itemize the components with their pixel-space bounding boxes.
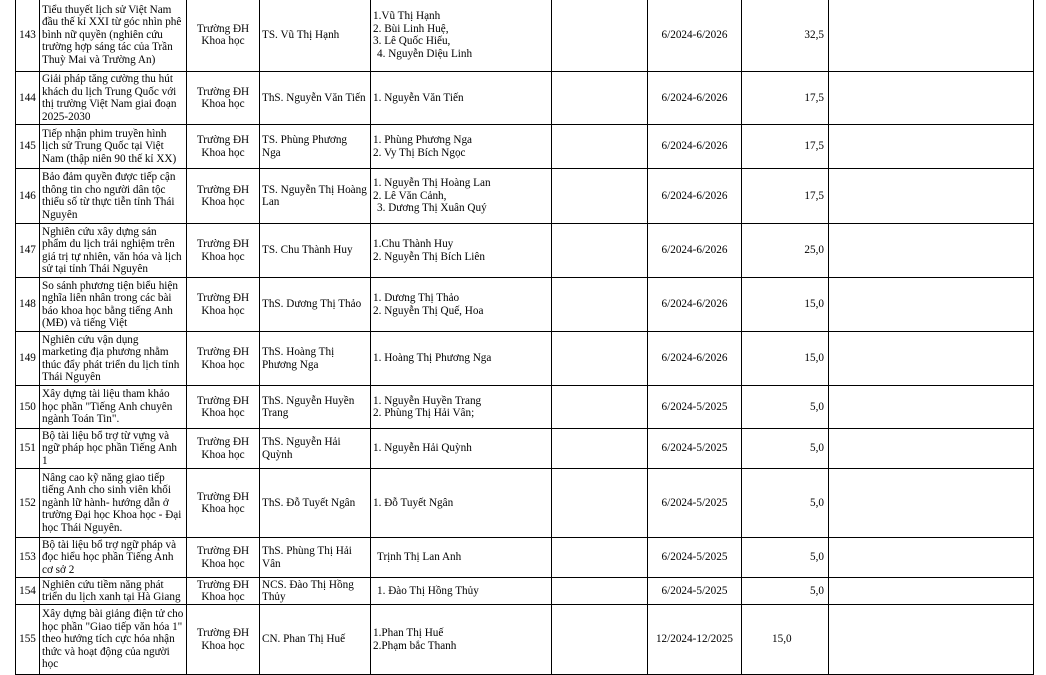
project-lead: ThS. Hoàng Thị Phương Nga: [260, 332, 371, 386]
project-duration: 6/2024-5/2025: [648, 538, 742, 578]
project-budget: 5,0: [742, 538, 829, 578]
member-name: 1. Nguyễn Văn Tiến: [373, 91, 464, 104]
member-name: 1. Phùng Phương Nga: [373, 134, 472, 146]
host-unit: Trường ĐH Khoa học: [187, 386, 260, 429]
project-duration: 6/2024-6/2026: [648, 0, 742, 72]
row-number: 145: [16, 125, 40, 169]
empty-cell: [552, 429, 648, 469]
table-row: [16, 578, 1034, 605]
row-number: 143: [16, 0, 40, 72]
project-members: [371, 169, 552, 224]
project-duration: 6/2024-6/2026: [648, 224, 742, 278]
table-row: [16, 224, 1034, 278]
table-row: [16, 386, 1034, 429]
project-budget: 15,0: [742, 332, 829, 386]
empty-cell: [552, 332, 648, 386]
notes-cell: [829, 0, 1034, 72]
notes-cell: [829, 578, 1034, 605]
project-name: Bộ tài liệu bổ trợ từ vựng và ngữ pháp học phần Tiếng Anh 1: [40, 429, 187, 469]
empty-cell: [552, 469, 648, 538]
member-name: 1. Nguyễn Thị Hoàng Lan: [373, 177, 491, 190]
table-body: [16, 0, 1034, 675]
project-budget: 17,5: [742, 125, 829, 169]
project-budget: 17,5: [742, 169, 829, 224]
notes-cell: [829, 605, 1034, 675]
project-members: [371, 0, 552, 72]
project-name: Nâng cao kỹ năng giao tiếp tiếng Anh cho sinh viên khối ngành lữ hành- hướng dẫn ở trường Đại học Khoa học - Đại học Thái Nguyên.: [40, 469, 187, 538]
member-name: 1.Chu Thành Huy: [373, 238, 454, 250]
project-budget: 32,5: [742, 0, 829, 72]
empty-cell: [552, 386, 648, 429]
host-unit: Trường ĐH Khoa học: [187, 332, 260, 386]
project-budget: 15,0: [742, 605, 829, 675]
project-lead: ThS. Nguyễn Huyền Trang: [260, 386, 371, 429]
table-row: [16, 429, 1034, 469]
project-name: Xây dựng bài giảng điện tử cho học phần "Giao tiếp văn hóa 1" theo hướng tích cực hóa nhận thức và hoạt động của người học: [40, 605, 187, 675]
project-lead: ThS. Nguyễn Văn Tiến: [260, 72, 371, 125]
host-unit: Trường ĐH Khoa học: [187, 538, 260, 578]
row-number: 151: [16, 429, 40, 469]
empty-cell: [552, 125, 648, 169]
project-name: Tiểu thuyết lịch sử Việt Nam đầu thế kỉ XXI từ góc nhìn phê bình nữ quyền (nghiên cứu trường hợp sáng tác của Trần Thuỳ Mai và Trường An): [40, 0, 187, 72]
row-number: 150: [16, 386, 40, 429]
project-lead: TS. Phùng Phương Nga: [260, 125, 371, 169]
member-name: 2. Vy Thị Bích Ngọc: [373, 146, 466, 159]
table-row: [16, 469, 1034, 538]
project-lead: CN. Phan Thị Huế: [260, 605, 371, 675]
project-members: [371, 538, 552, 578]
project-duration: 6/2024-6/2026: [648, 169, 742, 224]
row-number: 144: [16, 72, 40, 125]
empty-cell: [552, 578, 648, 605]
project-name: Bảo đảm quyền được tiếp cận thông tin cho người dân tộc thiểu số từ thực tiễn tỉnh Thái Nguyên: [40, 169, 187, 224]
notes-cell: [829, 386, 1034, 429]
host-unit: Trường ĐH Khoa học: [187, 72, 260, 125]
table-row: [16, 72, 1034, 125]
member-name: 2. Phùng Thị Hải Vân;: [373, 407, 475, 419]
member-name: 1. Nguyễn Huyền Trang: [373, 394, 482, 407]
member-name: 3. Dương Thị Xuân Quý: [377, 202, 487, 215]
member-name: 2. Bùi Linh Huệ,: [373, 22, 449, 35]
project-members: [371, 386, 552, 429]
project-name: So sánh phương tiện biểu hiện nghĩa liên nhân trong các bài báo khoa học bằng tiếng Anh (MĐ) và tiếng Việt: [40, 278, 187, 332]
project-lead: ThS. Phùng Thị Hải Vân: [260, 538, 371, 578]
notes-cell: [829, 125, 1034, 169]
member-name: 2.Phạm bắc Thanh: [373, 639, 457, 652]
row-number: 154: [16, 578, 40, 605]
project-budget: 17,5: [742, 72, 829, 125]
project-members: [371, 224, 552, 278]
member-name: 1. Hoàng Thị Phương Nga: [373, 352, 492, 365]
row-number: 153: [16, 538, 40, 578]
row-number: 155: [16, 605, 40, 675]
host-unit: Trường ĐH Khoa học: [187, 578, 260, 605]
project-budget: 25,0: [742, 224, 829, 278]
project-duration: 6/2024-6/2026: [648, 278, 742, 332]
project-budget: 5,0: [742, 469, 829, 538]
project-members: [371, 332, 552, 386]
notes-cell: [829, 469, 1034, 538]
project-duration: 6/2024-6/2026: [648, 72, 742, 125]
notes-cell: [829, 332, 1034, 386]
member-name: Trịnh Thị Lan Anh: [377, 551, 462, 564]
project-lead: TS. Vũ Thị Hạnh: [260, 0, 371, 72]
member-name: 1.Phan Thị Huế: [373, 627, 444, 639]
notes-cell: [829, 538, 1034, 578]
project-duration: 6/2024-5/2025: [648, 469, 742, 538]
member-name: 4. Nguyễn Diệu Linh: [377, 47, 473, 60]
host-unit: Trường ĐH Khoa học: [187, 605, 260, 675]
member-name: 2. Nguyễn Thị Quế, Hoa: [373, 304, 484, 317]
project-members: [371, 469, 552, 538]
empty-cell: [552, 72, 648, 125]
project-lead: ThS. Đỗ Tuyết Ngân: [260, 469, 371, 538]
member-name: 1. Nguyễn Hải Quỳnh: [373, 442, 472, 455]
project-lead: TS. Chu Thành Huy: [260, 224, 371, 278]
row-number: 147: [16, 224, 40, 278]
project-budget: 15,0: [742, 278, 829, 332]
notes-cell: [829, 429, 1034, 469]
host-unit: Trường ĐH Khoa học: [187, 125, 260, 169]
row-number: 149: [16, 332, 40, 386]
project-members: [371, 605, 552, 675]
project-duration: 6/2024-6/2026: [648, 125, 742, 169]
project-members: [371, 429, 552, 469]
project-duration: 6/2024-5/2025: [648, 386, 742, 429]
empty-cell: [552, 278, 648, 332]
table-row: [16, 169, 1034, 224]
project-lead: ThS. Nguyễn Hải Quỳnh: [260, 429, 371, 469]
project-members: [371, 125, 552, 169]
member-name: 1. Dương Thị Thảo: [373, 292, 460, 304]
member-name: 3. Lê Quốc Hiếu,: [373, 35, 451, 47]
project-name: Tiếp nhận phim truyền hình lịch sử Trung Quốc tại Việt Nam (thập niên 90 thế kỉ XX): [40, 125, 187, 169]
project-name: Nghiên cứu xây dựng sản phẩm du lịch trải nghiệm trên giá trị tự nhiên, văn hóa và lịch sử tại tỉnh Thái Nguyên: [40, 224, 187, 278]
project-duration: 6/2024-5/2025: [648, 578, 742, 605]
table-row: [16, 278, 1034, 332]
empty-cell: [552, 224, 648, 278]
research-projects-table: [15, 0, 1034, 675]
host-unit: Trường ĐH Khoa học: [187, 429, 260, 469]
project-lead: ThS. Dương Thị Thảo: [260, 278, 371, 332]
host-unit: Trường ĐH Khoa học: [187, 224, 260, 278]
project-name: Bộ tài liệu bổ trợ ngữ pháp và đọc hiểu học phần Tiếng Anh cơ sở 2: [40, 538, 187, 578]
host-unit: Trường ĐH Khoa học: [187, 278, 260, 332]
project-lead: NCS. Đào Thị Hồng Thủy: [260, 578, 371, 605]
project-name: Giải pháp tăng cường thu hút khách du lịch Trung Quốc với thị trường Việt Nam giai đoạn 2025-2030: [40, 72, 187, 125]
project-name: Xây dựng tài liệu tham khảo học phần "Tiếng Anh chuyên ngành Toán Tin".: [40, 386, 187, 429]
project-budget: 5,0: [742, 429, 829, 469]
member-name: 1.Vũ Thị Hạnh: [373, 10, 441, 22]
project-lead: TS. Nguyễn Thị Hoàng Lan: [260, 169, 371, 224]
project-name: Nghiên cứu vận dụng marketing địa phương nhằm thúc đẩy phát triển du lịch tỉnh Thái Nguyên: [40, 332, 187, 386]
notes-cell: [829, 72, 1034, 125]
member-name: 2. Lê Văn Cảnh,: [373, 189, 447, 202]
host-unit: Trường ĐH Khoa học: [187, 169, 260, 224]
table-row: [16, 605, 1034, 675]
project-members: [371, 578, 552, 605]
table-row: [16, 125, 1034, 169]
host-unit: Trường ĐH Khoa học: [187, 0, 260, 72]
project-budget: 5,0: [742, 578, 829, 605]
empty-cell: [552, 605, 648, 675]
notes-cell: [829, 224, 1034, 278]
project-duration: 6/2024-6/2026: [648, 332, 742, 386]
row-number: 148: [16, 278, 40, 332]
empty-cell: [552, 0, 648, 72]
member-name: 1. Đào Thị Hồng Thủy: [377, 584, 479, 597]
empty-cell: [552, 538, 648, 578]
host-unit: Trường ĐH Khoa học: [187, 469, 260, 538]
member-name: 2. Nguyễn Thị Bích Liên: [373, 250, 485, 263]
project-duration: 6/2024-5/2025: [648, 429, 742, 469]
row-number: 152: [16, 469, 40, 538]
empty-cell: [552, 169, 648, 224]
table-row: [16, 332, 1034, 386]
project-duration: 12/2024-12/2025: [648, 605, 742, 675]
project-budget: 5,0: [742, 386, 829, 429]
notes-cell: [829, 278, 1034, 332]
project-name: Nghiên cứu tiềm năng phát triển du lịch xanh tại Hà Giang: [40, 578, 187, 605]
row-number: 146: [16, 169, 40, 224]
table-row: [16, 0, 1034, 72]
table-row: [16, 538, 1034, 578]
project-members: [371, 72, 552, 125]
notes-cell: [829, 169, 1034, 224]
member-name: 1. Đỗ Tuyết Ngân: [373, 496, 454, 509]
project-members: [371, 278, 552, 332]
